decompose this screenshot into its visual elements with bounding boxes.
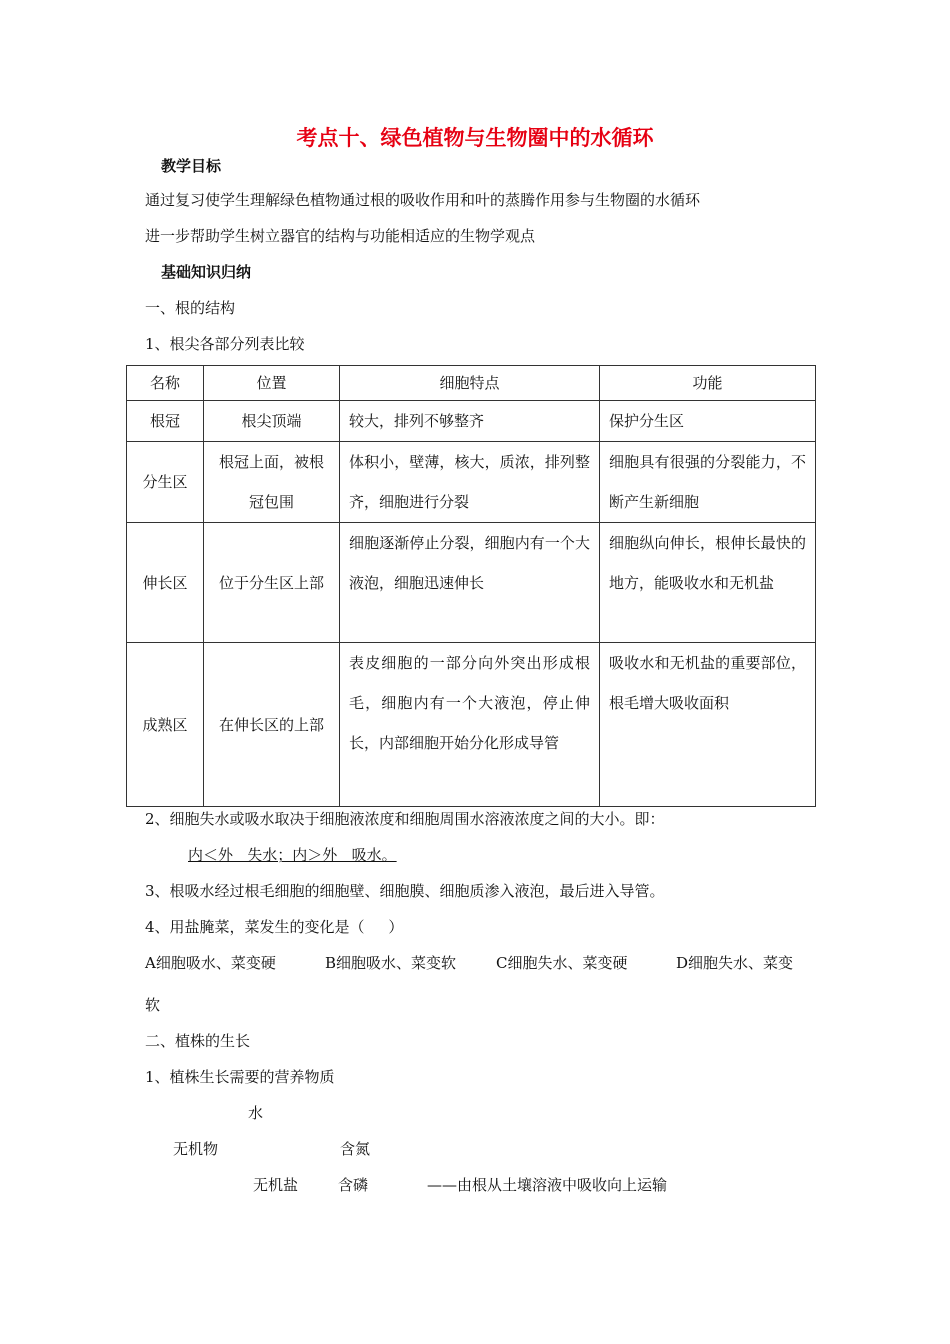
section2-heading: 二、植株的生长 — [145, 1032, 251, 1050]
row-function: 细胞纵向伸长，根伸长最快的地方，能吸收水和无机盐 — [600, 523, 816, 643]
section1-heading: 一、根的结构 — [145, 299, 236, 317]
section1-item1: 1、根尖各部分列表比较 — [145, 335, 305, 353]
option-c: C细胞失水、菜变硬 — [496, 954, 628, 972]
row-position: 位于分生区上部 — [204, 523, 340, 643]
option-d-wrap: 软 — [145, 996, 161, 1014]
row-function: 保护分生区 — [600, 401, 816, 442]
table-row — [127, 523, 816, 643]
section1-item4: 4、用盐腌菜，菜发生的变化是（ ） — [145, 918, 404, 936]
tree-water: 水 — [248, 1104, 264, 1122]
row-cell: 细胞逐渐停止分裂，细胞内有一个大液泡，细胞迅速伸长 — [340, 523, 600, 643]
table-row — [127, 442, 816, 523]
header-position: 位置 — [204, 366, 340, 401]
row-position: 根冠上面，被根冠包围 — [204, 442, 340, 523]
tree-nitrogen: 含氮 — [340, 1140, 371, 1158]
table-row — [127, 643, 816, 807]
row-function: 吸收水和无机盐的重要部位，根毛增大吸收面积 — [600, 643, 816, 807]
row-name: 成熟区 — [127, 643, 204, 807]
row-name: 根冠 — [127, 401, 204, 442]
row-cell: 体积小，壁薄，核大，质浓，排列整齐，细胞进行分裂 — [340, 442, 600, 523]
option-d: D细胞失水、菜变 — [676, 954, 794, 972]
tree-note: ——由根从土壤溶液中吸收向上运输 — [427, 1176, 668, 1194]
row-cell: 较大，排列不够整齐 — [340, 401, 600, 442]
goal-line-1: 通过复习使学生理解绿色植物通过根的吸收作用和叶的蒸腾作用参与生物圈的水循环 — [145, 191, 701, 209]
basics-heading: 基础知识归纳 — [161, 263, 252, 281]
section1-item2: 2、细胞失水或吸水取决于细胞液浓度和细胞周围水溶液浓度之间的大小。即： — [145, 810, 665, 828]
header-cell: 细胞特点 — [340, 366, 600, 401]
table-header-row — [127, 366, 816, 401]
tree-salt: 无机盐 — [253, 1176, 299, 1194]
page-title: 考点十、绿色植物与生物圈中的水循环 — [296, 126, 654, 150]
option-a: A细胞吸水、菜变硬 — [145, 954, 276, 972]
table-row — [127, 401, 816, 442]
row-name: 分生区 — [127, 442, 204, 523]
goals-heading: 教学目标 — [161, 157, 222, 175]
header-name: 名称 — [127, 366, 204, 401]
header-function: 功能 — [600, 366, 816, 401]
row-position: 在伸长区的上部 — [204, 643, 340, 807]
goal-line-2: 进一步帮助学生树立器官的结构与功能相适应的生物学观点 — [145, 227, 536, 245]
osmosis-formula: 内＜外 失水；内＞外 吸水。 — [188, 846, 397, 864]
root-tip-table — [126, 365, 816, 807]
row-function: 细胞具有很强的分裂能力，不断产生新细胞 — [600, 442, 816, 523]
row-cell: 表皮细胞的一部分向外突出形成根毛，细胞内有一个大液泡，停止伸长，内部细胞开始分化形成导管 — [340, 643, 600, 807]
section2-item1: 1、植株生长需要的营养物质 — [145, 1068, 335, 1086]
section1-item3: 3、根吸水经过根毛细胞的细胞壁、细胞膜、细胞质渗入液泡，最后进入导管。 — [145, 882, 665, 900]
row-position: 根尖顶端 — [204, 401, 340, 442]
tree-phosphorus: 含磷 — [338, 1176, 369, 1194]
tree-inorganic: 无机物 — [173, 1140, 219, 1158]
row-name: 伸长区 — [127, 523, 204, 643]
option-b: B细胞吸水、菜变软 — [325, 954, 457, 972]
